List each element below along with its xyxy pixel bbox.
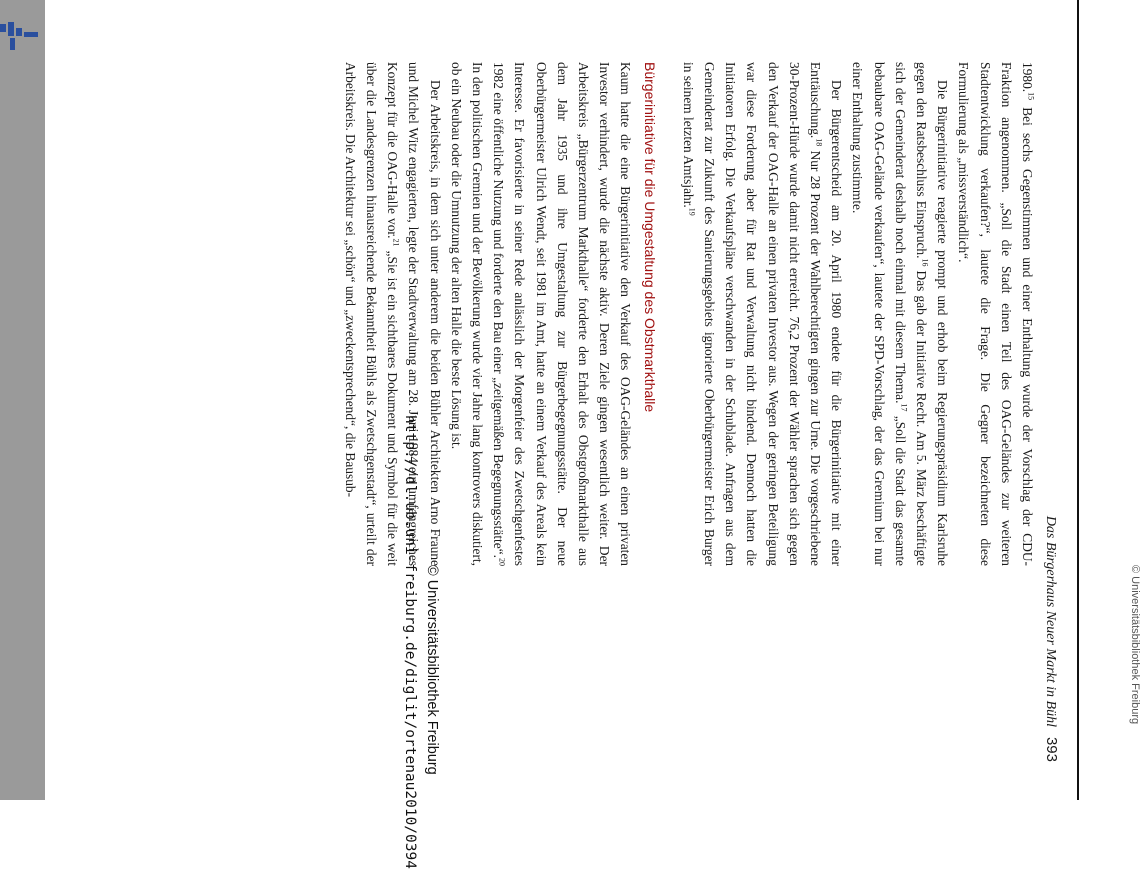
- paragraph-2: Die Bürgerinitiative reagierte prompt und erhob beim Regierungspräsidium Karlsruhe gegen den Ratsbeschluss Einspruch.$^{16}$ Das gab der Initiative Recht. Am 5. März beschäftigte sich der Gemeinderat deshalb noch einmal mit diesem Thema.$^{17}$ „Soll die Stadt das gesamte bebaubare OAG-Gelände verkaufen“, lautete der SPD-Vorschlag, der das Gremium bei nur einer Enthaltung zustimmte.: [850, 62, 951, 567]
- library-logo-icon: [0, 22, 40, 52]
- paragraph-3: Der Bürgerentscheid am 20. April 1980 endete für die Bürgerinitiative mit einer Enttäuschung.$^{18}$ Nur 28 Prozent der Wahlberechtigten gingen zur Urne. Die vorgeschriebene 30-Prozent-Hürde wurde damit nicht erreicht. 76,2 Prozent der Wähler sprachen sich gegen den Verkauf der OAG-Halle an einen privaten Investor aus. Wegen der geringen Beteiligung war diese Forderung aber für Rat und Verwaltung nicht bindend. Dennoch hatten die Initiatoren Erfolg. Die Verkaufspläne verschwanden in der Schublade. Anfragen aus dem Gemeinderat zur Zukunft des Sanierungsgebiets ignorierte Oberbürgermeister Erich Burger in seinem letzten Amtsjahr.$^{19}$: [680, 62, 845, 566]
- copyright-notice: © Universitätsbibliothek Freiburg: [424, 565, 440, 775]
- section-heading: Bürgerinitiative für die Umgestaltung des Obstmarkthalle: [641, 62, 658, 413]
- paragraph-4: Kaum hatte die eine Bürgerinitiative den Verkauf des OAG-Geländes an einen privaten Investor verhindert, wurde die nächste aktiv. Deren Ziele gingen wesentlich weiter. Der Arbeitskreis „Bürgerzentrum Markthalle“ forderte den Erhalt des Obstgroßmarkthalle aus dem Jahr 1935 und ihre Umgestaltung zur Bürgerbegegnungsstätte. Der neue Oberbürgermeister Ulrich Wendt, seit 1981 im Amt, hatte an einem Verkauf des Areals kein Interesse. Er favorisierte in seiner Rede anlässlich der Morgenfeier des Zwetschgenfestes 1982 eine öffentliche Nutzung und forderte den Bau einer „zeitgemäßen Begegnungsstätte“.$^{20}$ In den politischen Gremien und der Bevölkerung wurde vier Jahre lang kontrovers diskutiert, ob ein Neubau oder die Umnutzung der alten Halle die beste Lösung ist.: [448, 62, 634, 566]
- copyright-notice-right: © Universitätsbibliothek Freiburg: [1129, 565, 1141, 725]
- source-url[interactable]: http://dl.ub.uni-freiburg.de/diglit/ortenau2010/0394: [402, 415, 418, 869]
- paragraph-1: 1980.15 Bei sechs Gegenstimmen und einer Enthaltung wurde der Vorschlag der CDU-Fraktion angenommen. „Soll die Stadt einen Teil des OAG-Geländes zur weiteren Stadtentwicklung verkaufen?“, lautete die Frage. Die Gegner bezeichneten diese Formulierung als „missverständlich“.: [956, 62, 1036, 566]
- body-text: [340, 62, 1039, 566]
- page-number: 393: [1043, 736, 1060, 762]
- paragraph-5: Der Arbeitskreis, in dem sich unter anderem die beiden Bühler Architekten Arno Fraune und Michel Witz engagierten, legte der Stadtverwaltung am 28. Juni 1984 ein umfangreiches Konzept für die OAG-Halle vor.$^{21}$ „Sie ist ein sichtbares Dokument und Symbol für die weit über die Landesgrenzen hinausreichende Bekanntheit Bühls als Zwetschgenstadt“, urteilt der Arbeitskreis. Die Architektur sei „schön“ und „zweckentsprechend“, die Bausub-: [342, 62, 443, 566]
- rotated-page: [60, 62, 1060, 762]
- viewer-left-margin: [0, 0, 45, 800]
- running-header: [1038, 62, 1060, 762]
- header-title: Das Bürgerhaus Neuer Markt in Bühl: [1043, 515, 1058, 727]
- page-edge-rule: [1077, 0, 1079, 800]
